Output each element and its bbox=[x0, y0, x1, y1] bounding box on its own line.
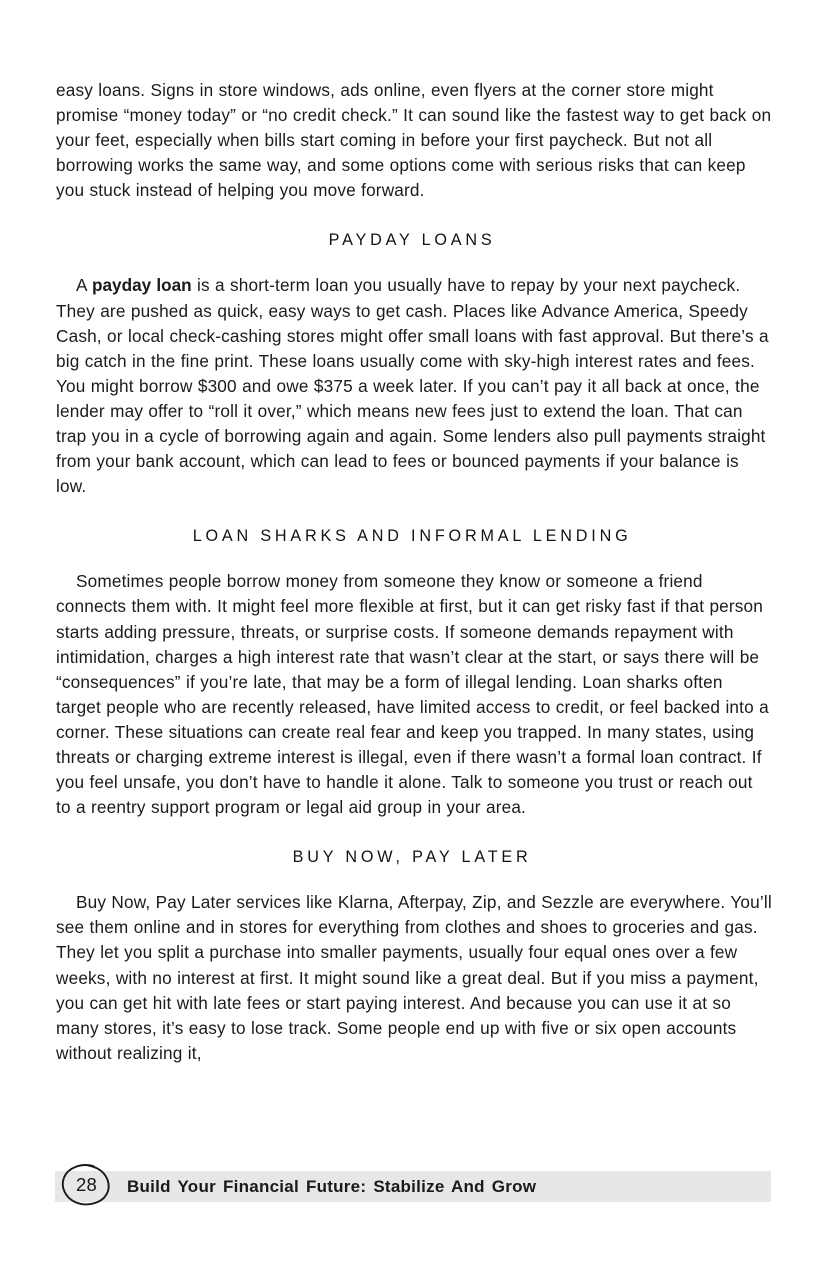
running-title: Build Your Financial Future: Stabilize And Grow bbox=[127, 1177, 537, 1196]
spacer bbox=[56, 868, 772, 890]
paragraph-rest-text: is a short-term loan you usually have to repay by your next paycheck. They are pushed as quick, easy ways to get cash. Places like Advance America, Speedy Cash, or local check-cashing stores might offer small loans with fast approval. But there’s a big catch in the fine print. These loans usually come with sky-high interest rates and fees. You might borrow $300 and owe $375 a week later. If you can’t pay it all back at once, the lender may offer to “roll it over,” which means new fees just to extend the loan. That can trap you in a cycle of borrowing again and again. Some lenders also pull payments straight from your bank account, which can lead to fees or bounced payments if your balance is low. bbox=[56, 275, 769, 497]
page-number-badge bbox=[57, 1159, 115, 1211]
spacer bbox=[56, 820, 772, 846]
continued-paragraph: easy loans. Signs in store windows, ads online, even flyers at the corner store might promise “money today” or “no credit check.” It can sound like the fastest way to get back on your feet, especially when bills start coming in before your first paycheck. But not all borrowing works the same way, and some options come with serious risks that can keep you stuck instead of helping you move forward. bbox=[56, 80, 772, 201]
spacer bbox=[56, 499, 772, 525]
spacer bbox=[56, 203, 772, 229]
paragraph-buy-now-pay-later: Buy Now, Pay Later services like Klarna, Afterpay, Zip, and Sezzle are everywhere. You’ll see them online and in stores for everything from clothes and shoes to groceries and gas. They let you split a purchase into smaller payments, usually four equal ones over a few weeks, with no interest at first. It might sound like a great deal. But if you miss a payment, you can get hit with late fees or start paying interest. And because you can use it at so many stores, it’s easy to lose track. Some people end up with five or six open accounts without realizing it, bbox=[56, 892, 772, 1063]
section-heading-payday-loans: PAYDAY LOANS bbox=[328, 231, 496, 250]
spacer bbox=[56, 251, 772, 273]
page-footer bbox=[0, 1168, 825, 1232]
page-body-column bbox=[56, 78, 772, 1066]
section-heading-loan-sharks: LOAN SHARKS AND INFORMAL LENDING bbox=[192, 527, 632, 546]
paragraph-payday-loans bbox=[56, 273, 772, 499]
paragraph-lead-text: A bbox=[76, 275, 92, 296]
paragraph-loan-sharks: Sometimes people borrow money from someone they know or someone a friend connects them with. It might feel more flexible at first, but it can get risky fast if that person starts adding pressure, threats, or surprise costs. If someone demands repayment with intimidation, charges a high interest rate that wasn’t clear at the start, or says there will be “consequences” if you’re late, that may be a form of illegal lending. Loan sharks often target people who are recently released, have limited access to credit, or feel backed into a corner. These situations can create real fear and keep you trapped. In many states, using threats or charging extreme interest is illegal, even if there wasn’t a formal loan contract. If you feel unsafe, you don’t have to handle it alone. Talk to someone you trust or reach out to a reentry support program or legal aid group in your area. bbox=[56, 571, 769, 818]
page-number: 28 bbox=[76, 1174, 97, 1195]
section-heading-buy-now-pay-later: BUY NOW, PAY LATER bbox=[292, 848, 532, 867]
spacer bbox=[56, 547, 772, 569]
bold-term-payday-loan: payday loan bbox=[91, 275, 192, 296]
